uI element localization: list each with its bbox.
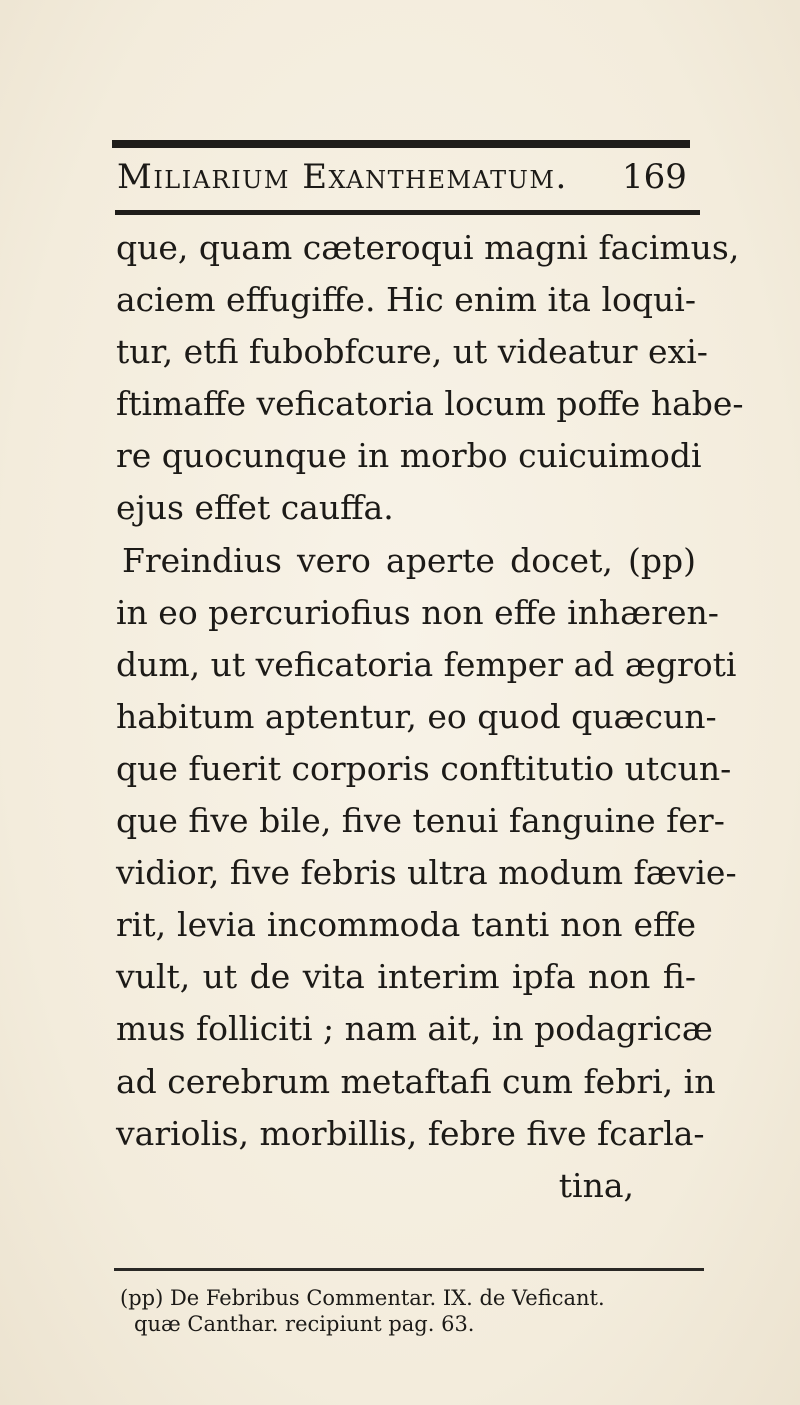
text-line: ftimaffe veficatoria locum poffe habe-	[116, 384, 744, 424]
text-line: mus folliciti ; nam ait, in podagricæ	[116, 1009, 713, 1049]
text-line: que fuerit corporis conftitutio utcun-	[116, 748, 732, 788]
text-line: ad cerebrum metaftafi cum febri, in	[116, 1061, 716, 1101]
text-line: habitum aptentur, eo quod quæcun-	[116, 696, 717, 736]
page-number: 169	[622, 157, 687, 197]
running-head-title: Miliarium Exanthematum.	[117, 157, 568, 197]
head-rule	[115, 210, 700, 215]
top-rule	[112, 140, 690, 148]
text-line: ejus effet cauffa.	[116, 488, 394, 528]
text-line: que, quam cæteroqui magni facimus,	[116, 228, 740, 267]
text-line: vult, ut de vita interim ipfa non fi-	[116, 957, 696, 997]
text-line: que five bile, five tenui fanguine fer-	[116, 801, 725, 841]
catchword: tina,	[558, 1165, 634, 1205]
text-line: variolis, morbillis, febre five fcarla-	[116, 1113, 705, 1153]
footnote-line: (pp) De Febribus Commentar. IX. de Veficant.	[120, 1286, 605, 1310]
text-line: tur, etfi fubobfcure, ut videatur exi-	[116, 332, 708, 372]
text-line: aciem effugiffe. Hic enim ita loqui-	[116, 280, 696, 320]
footnote-rule	[114, 1268, 704, 1271]
text-line: rit, levia incommoda tanti non effe	[116, 905, 696, 945]
text-line: in eo percuriofius non effe inhæren-	[116, 592, 719, 632]
text-line: vidior, five febris ultra modum fævie-	[116, 853, 737, 893]
running-head	[0, 152, 800, 202]
footnote	[120, 1285, 710, 1337]
paragraph-start-line: Freindius vero aperte docet, (pp)	[122, 540, 696, 580]
text-line: dum, ut veficatoria femper ad ægroti	[116, 644, 737, 684]
body-text	[116, 222, 744, 1212]
footnote-line: quæ Canthar. recipiunt pag. 63.	[134, 1312, 475, 1336]
text-line: re quocunque in morbo cuicuimodi	[116, 436, 702, 476]
